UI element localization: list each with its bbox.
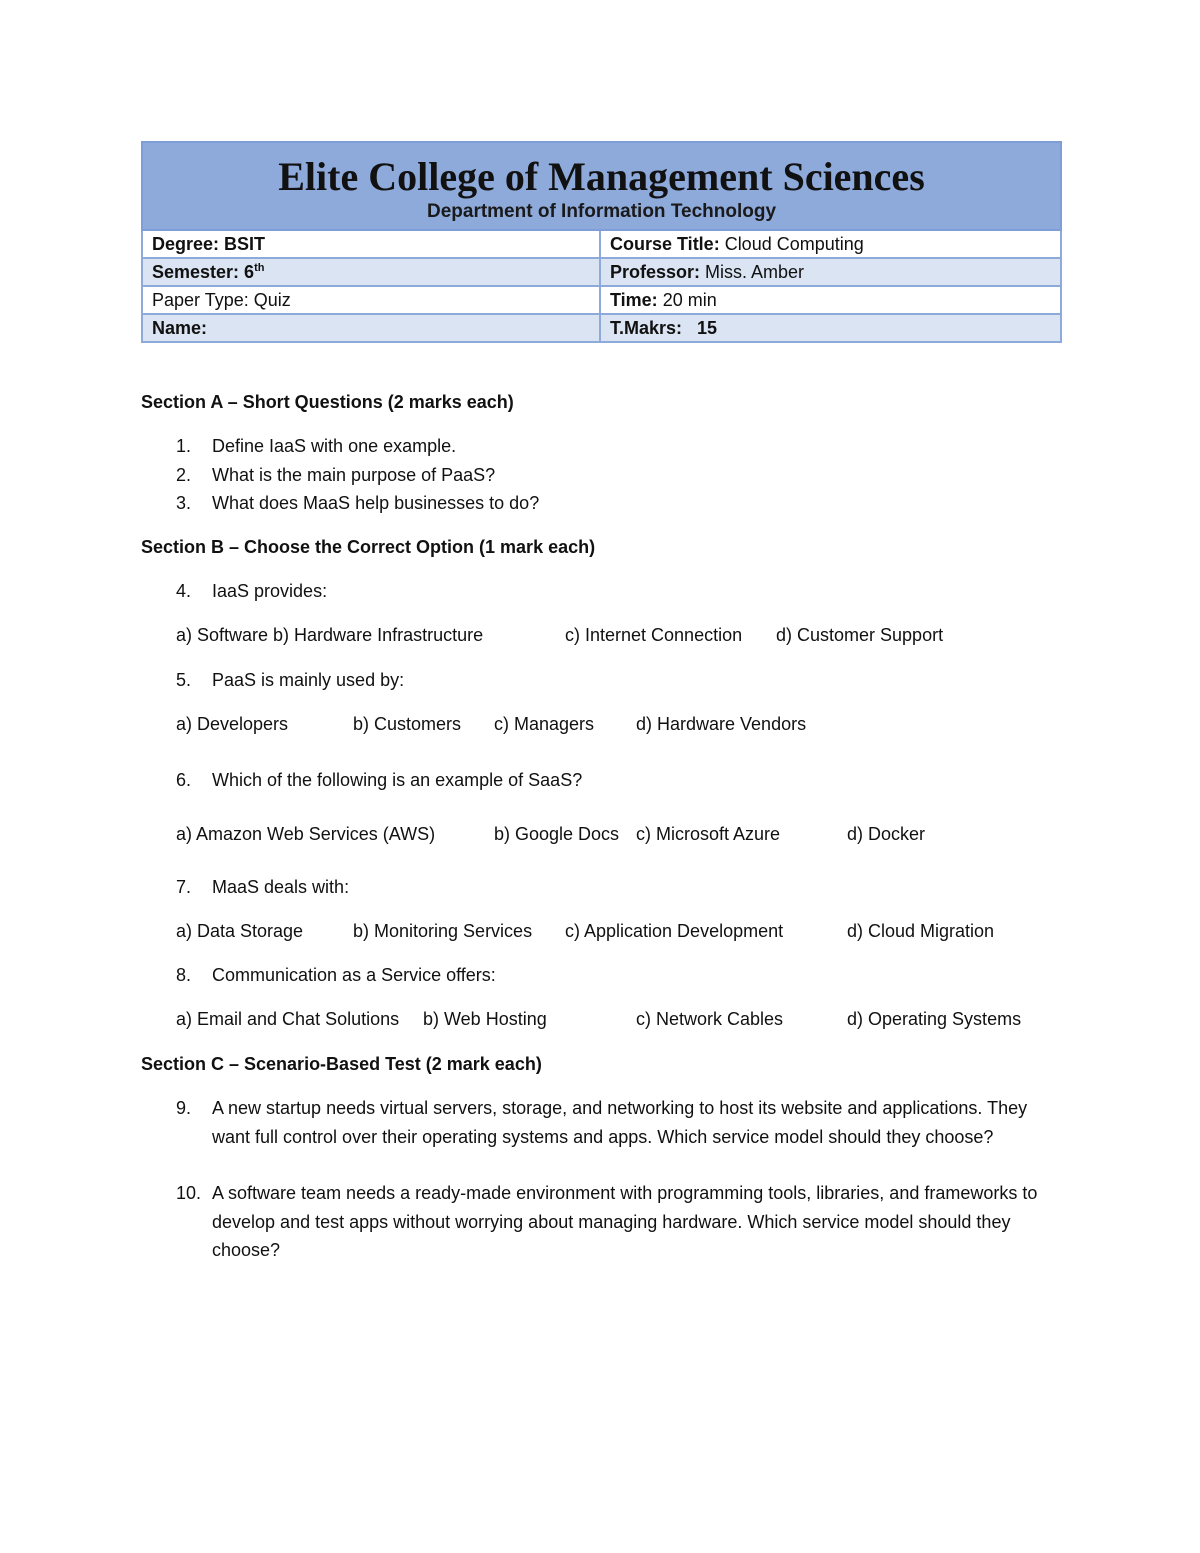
option-c: c) Application Development [565,921,784,941]
question-7 [176,877,349,898]
option-b: b) Web Hosting [423,1009,547,1029]
question-6 [176,770,582,791]
question-3 [176,493,539,514]
question-text: IaaS provides: [212,581,328,601]
question-9 [176,1094,1066,1151]
question-number: 7. [176,877,192,897]
professor-value: Miss. Amber [700,261,805,282]
question-number: 6. [176,770,192,790]
question-number: 1. [176,436,192,456]
question-number: 10. [176,1183,202,1203]
option-a: a) Developers [176,714,289,734]
option-c: c) Internet Connection [565,625,743,645]
section-b-title: Section B – Choose the Correct Option (1 mark each) [141,537,596,557]
option-a: a) Amazon Web Services (AWS) [176,824,436,844]
option-d: d) Hardware Vendors [636,714,807,734]
semester-cell [142,258,600,286]
question-text: A new startup needs virtual servers, storage, and networking to host its website and applications. They want full control over their operating systems and apps. Which service model should they choose? [212,1098,1028,1147]
option-d: d) Docker [847,824,926,844]
time-cell [600,286,1061,314]
option-d: d) Customer Support [776,625,944,645]
question-number: 5. [176,670,192,690]
info-row-semester [142,258,1061,286]
question-1 [176,436,456,457]
option-c: c) Managers [494,714,595,734]
question-text: Communication as a Service offers: [212,965,496,985]
exam-header-table [141,141,1062,343]
department-name: Department of Information Technology [426,201,777,222]
question-text: Which of the following is an example of SaaS? [212,770,583,790]
question-number: 2. [176,465,192,485]
paper-type-label: Paper Type: Quiz [152,289,291,310]
section-a-title: Section A – Short Questions (2 marks each) [141,392,514,412]
question-text: What does MaaS help businesses to do? [212,493,540,513]
course-title-cell [600,230,1061,258]
question-5 [176,670,404,691]
question-number: 4. [176,581,192,601]
time-value: 20 min [657,289,717,310]
info-row-paper-type [142,286,1061,314]
total-marks-cell [600,314,1061,342]
professor-label: Professor: [610,261,701,282]
question-number: 3. [176,493,192,513]
question-10 [176,1179,1066,1265]
degree-cell [142,230,600,258]
question-text: What is the main purpose of PaaS? [212,465,496,485]
college-title: Elite College of Management Sciences [278,154,925,199]
total-marks-label: T.Makrs: [610,317,683,338]
course-title-value: Cloud Computing [719,233,864,254]
section-c-title: Section C – Scenario-Based Test (2 mark each) [141,1054,542,1074]
info-row-degree [142,230,1061,258]
semester-label: Semester: 6 [152,261,255,282]
question-number: 9. [176,1098,192,1118]
question-text: A software team needs a ready-made environment with programming tools, libraries, and frameworks to develop and test apps without worrying about managing hardware. Which service model should they choose? [212,1183,1038,1260]
course-title-label: Course Title: [610,233,720,254]
degree-label: Degree: BSIT [152,233,266,254]
option-a: a) Email and Chat Solutions [176,1009,400,1029]
time-label: Time: [610,289,658,310]
option-c: c) Microsoft Azure [636,824,781,844]
name-cell [142,314,600,342]
semester-suffix: th [254,261,265,274]
question-8 [176,965,496,986]
question-text: PaaS is mainly used by: [212,670,405,690]
question-text: Define IaaS with one example. [212,436,457,456]
option-ab: a) Software b) Hardware Infrastructure [176,625,484,645]
option-c: c) Network Cables [636,1009,784,1029]
option-d: d) Cloud Migration [847,921,995,941]
option-b: b) Monitoring Services [353,921,533,941]
header-banner [142,142,1061,230]
name-label: Name: [152,317,208,338]
paper-type-cell [142,286,600,314]
question-number: 8. [176,965,192,985]
question-4 [176,581,327,602]
option-b: b) Google Docs [494,824,620,844]
question-text: MaaS deals with: [212,877,350,897]
option-a: a) Data Storage [176,921,304,941]
option-b: b) Customers [353,714,462,734]
professor-cell [600,258,1061,286]
info-row-name [142,314,1061,342]
option-d: d) Operating Systems [847,1009,1022,1029]
question-2 [176,465,495,486]
total-marks-value: 15 [682,317,718,338]
